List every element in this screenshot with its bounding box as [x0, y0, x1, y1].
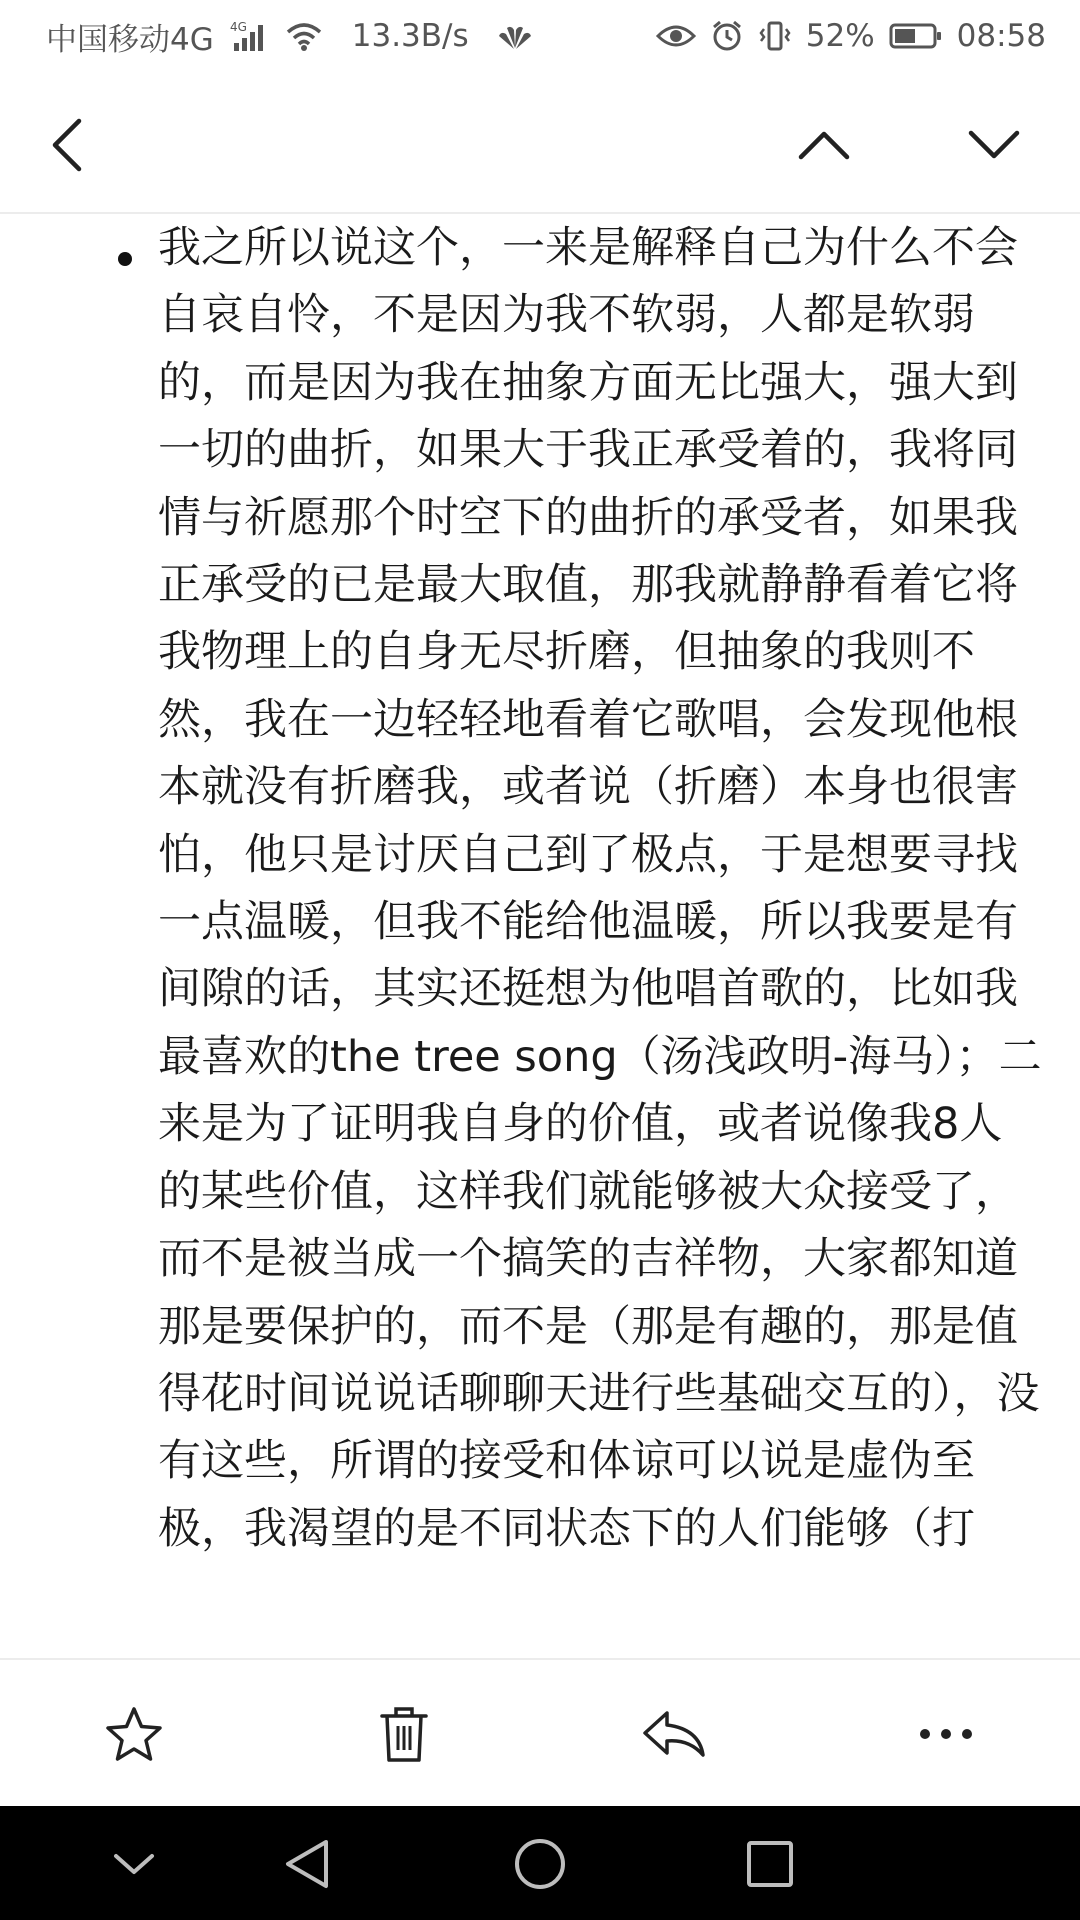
mail-toolbar — [0, 72, 1080, 214]
more-icon — [918, 1727, 974, 1741]
clock-time: 08:58 — [956, 18, 1046, 54]
signal-icon — [228, 19, 270, 53]
back-button[interactable] — [30, 108, 104, 182]
reply-icon — [641, 1707, 707, 1761]
recents-icon — [745, 1839, 795, 1889]
star-icon — [104, 1705, 164, 1763]
next-mail-button[interactable] — [954, 110, 1034, 180]
status-right — [656, 18, 1046, 54]
home-icon — [513, 1837, 567, 1891]
alarm-icon — [710, 19, 744, 53]
status-bar — [0, 0, 1080, 72]
mail-body-text: 我之所以说这个，一来是解释自己为什么不会自哀自怜，不是因为我不软弱，人都是软弱的，而是因为我在抽象方面无比强大，强大到一切的曲折，如果大于我正承受着的，我将同情与祈愿那个时空下的曲折的承受者，如果我正承受的已是最大取值，那我就静静看着它将我物理上的自身无尽折磨，但抽象的我则不然，我在一边轻轻地看着它歌唱，会发现他根本就没有折磨我，或者说（折磨）本身也很害怕，他只是讨厌自己到了极点，于是想要寻找一点温暖，但我不能给他温暖，所以我要是有间隙的话，其实还挺想为他唱首歌的，比如我最喜欢的the tree song（汤浅政明-海马）；二来是为了证明我自身的价值，或者说像我8人的某些价值，这样我们就能够被大众接受了，而不是被当成一个搞笑的吉祥物，大家都知道那是要保护的，而不是（那是有趣的，那是值得花时间说说话聊聊天进行些基础交互的），没有这些，所谓的接受和体谅可以说是虚伪至极，我渴望的是不同状态下的人们能够（打 — [158, 223, 1042, 1554]
nav-back-icon — [282, 1837, 334, 1891]
chevron-down-icon — [967, 129, 1021, 161]
previous-mail-button[interactable] — [784, 110, 864, 180]
vibrate-icon — [758, 19, 792, 53]
carrier-label: 中国移动4G — [46, 21, 214, 58]
home-button[interactable] — [504, 1828, 576, 1900]
svg-text:4G: 4G — [229, 20, 247, 34]
recents-button[interactable] — [734, 1828, 806, 1900]
battery-percent: 52% — [805, 18, 875, 54]
collapse-nav-button[interactable] — [98, 1828, 170, 1900]
mail-content[interactable] — [0, 214, 1080, 1658]
system-nav-bar — [0, 1806, 1080, 1920]
reply-button[interactable] — [632, 1692, 716, 1776]
network-speed: 13.3B/s — [351, 18, 469, 54]
wifi-icon — [284, 20, 324, 52]
collapse-icon — [112, 1851, 156, 1877]
battery-icon — [889, 22, 943, 50]
mail-action-bar — [0, 1658, 1080, 1806]
nav-back-button[interactable] — [272, 1828, 344, 1900]
delete-button[interactable] — [362, 1692, 446, 1776]
status-left — [46, 14, 533, 59]
more-button[interactable] — [904, 1692, 988, 1776]
trash-icon — [378, 1704, 430, 1764]
eye-icon — [656, 22, 696, 50]
chevron-up-icon — [797, 129, 851, 161]
huawei-logo-icon — [497, 22, 533, 50]
back-icon — [49, 117, 85, 173]
star-button[interactable] — [92, 1692, 176, 1776]
list-bullet — [118, 252, 132, 266]
